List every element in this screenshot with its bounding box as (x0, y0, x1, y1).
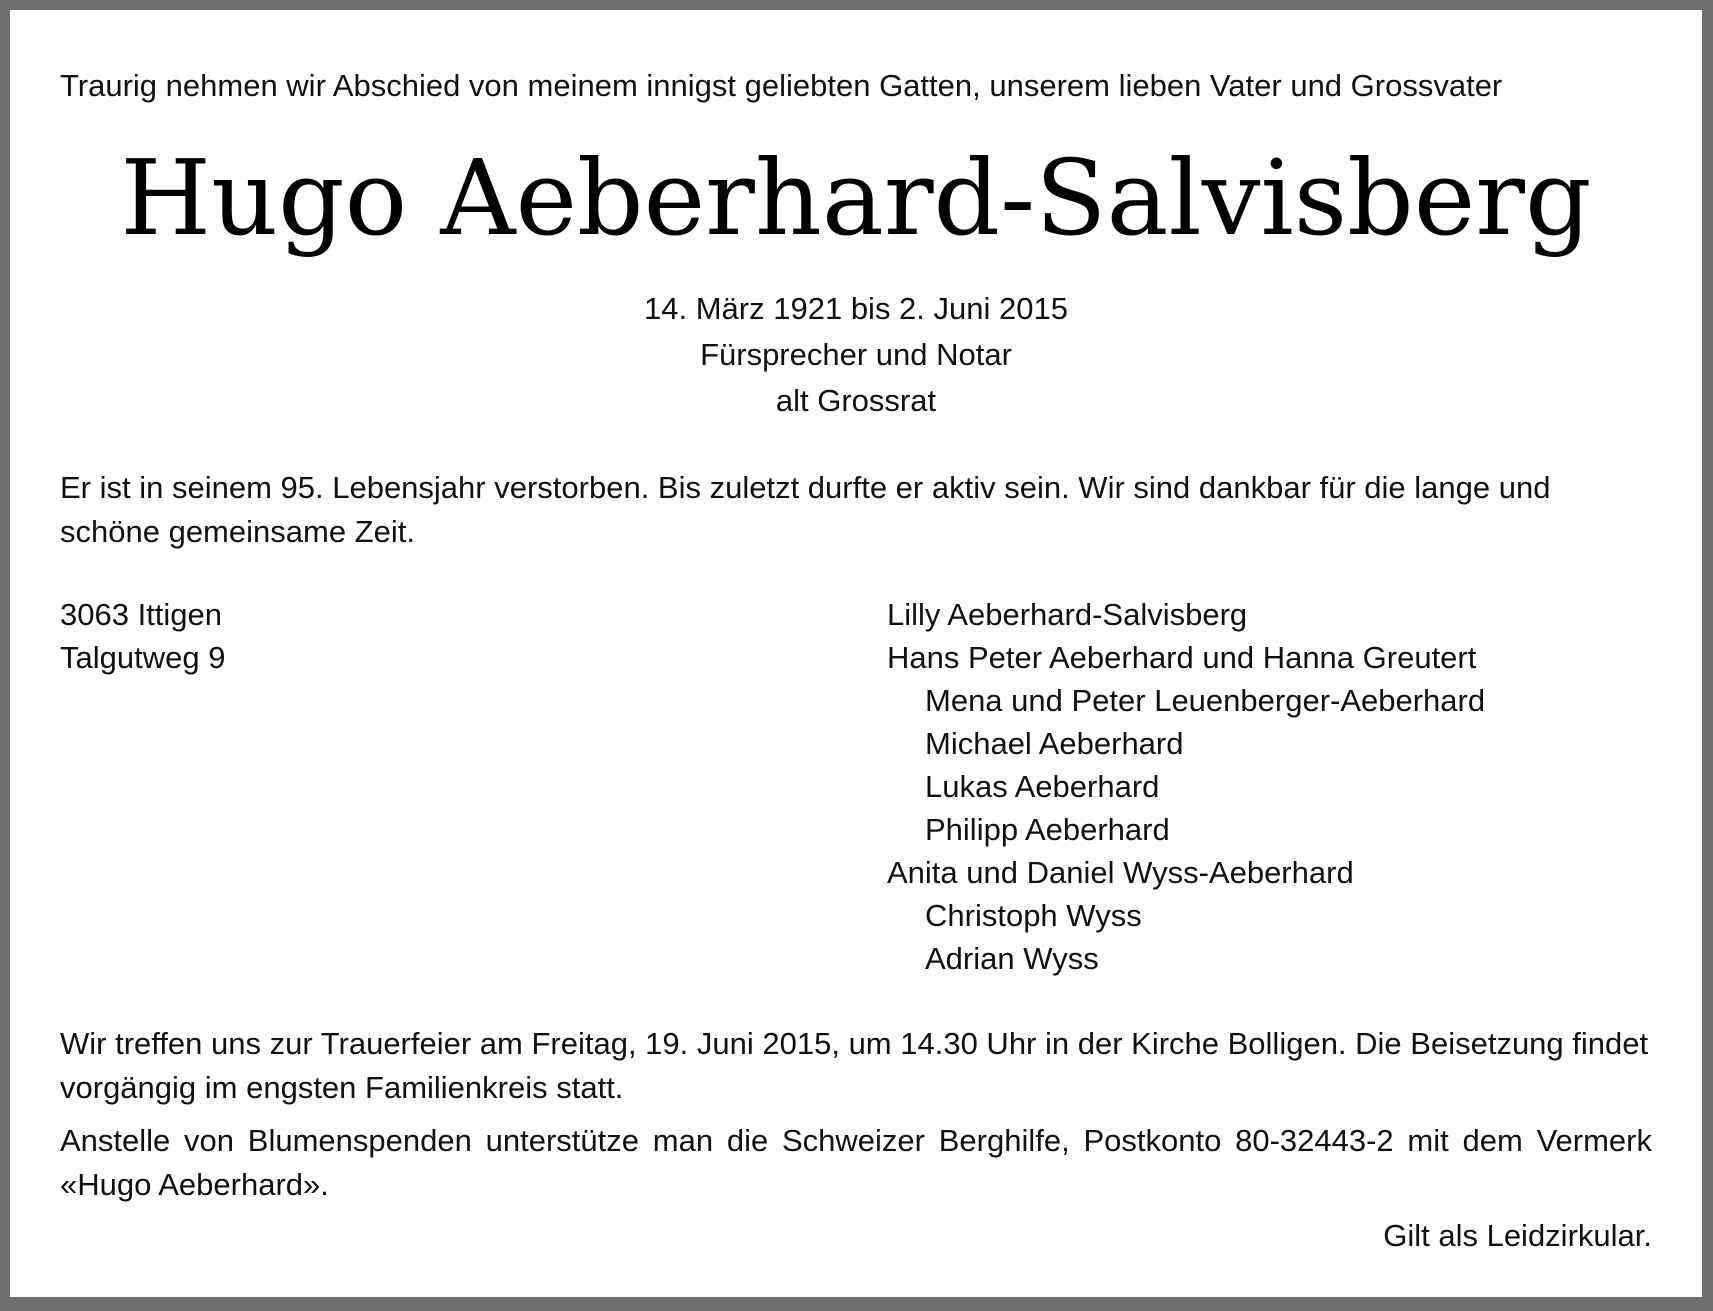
family-member: Lukas Aeberhard (925, 769, 1160, 804)
family-member: Adrian Wyss (925, 941, 1099, 976)
paragraph-donations: Anstelle von Blumenspenden unterstütze man die Schweizer Berghilfe, Postkonto 80-32443-2 mit dem Vermerk «Hugo Aeberhard». (60, 1123, 1652, 1202)
obituary-notice (10, 10, 1702, 1297)
profession: Fürsprecher und Notar (700, 337, 1012, 372)
family-member: Lilly Aeberhard-Salvisberg (887, 597, 1248, 632)
family-member: Anita und Daniel Wyss-Aeberhard (887, 855, 1354, 890)
family-member: Philipp Aeberhard (925, 812, 1170, 847)
address-street: Talgutweg 9 (60, 640, 226, 675)
closing-note: Gilt als Leidzirkular. (1383, 1218, 1652, 1253)
life-dates: 14. März 1921 bis 2. Juni 2015 (644, 291, 1068, 326)
intro-line: Traurig nehmen wir Abschied von meinem innigst geliebten Gatten, unserem lieben Vater und Grossvater (60, 68, 1503, 103)
deceased-name: Hugo Aeberhard-Salvisberg (120, 137, 1592, 259)
family-member: Mena und Peter Leuenberger-Aeberhard (925, 683, 1486, 718)
paragraph-passing: Er ist in seinem 95. Lebensjahr verstorben. Bis zuletzt durfte er aktiv sein. Wir sind dankbar für die lange und schöne gemeinsame Zeit. (60, 470, 1551, 549)
family-list (887, 593, 1485, 980)
family-member: Christoph Wyss (925, 898, 1142, 933)
family-member: Hans Peter Aeberhard und Hanna Greutert (887, 640, 1477, 675)
paragraph-funeral: Wir treffen uns zur Trauerfeier am Freitag, 19. Juni 2015, um 14.30 Uhr in der Kirche Bolligen. Die Beisetzung findet vorgängig im engsten Familienkreis statt. (60, 1026, 1649, 1105)
address-block (60, 593, 225, 679)
life-details (10, 286, 1702, 424)
family-member: Michael Aeberhard (925, 726, 1184, 761)
address-city: 3063 Ittigen (60, 597, 223, 632)
honorary-title: alt Grossrat (775, 383, 937, 418)
